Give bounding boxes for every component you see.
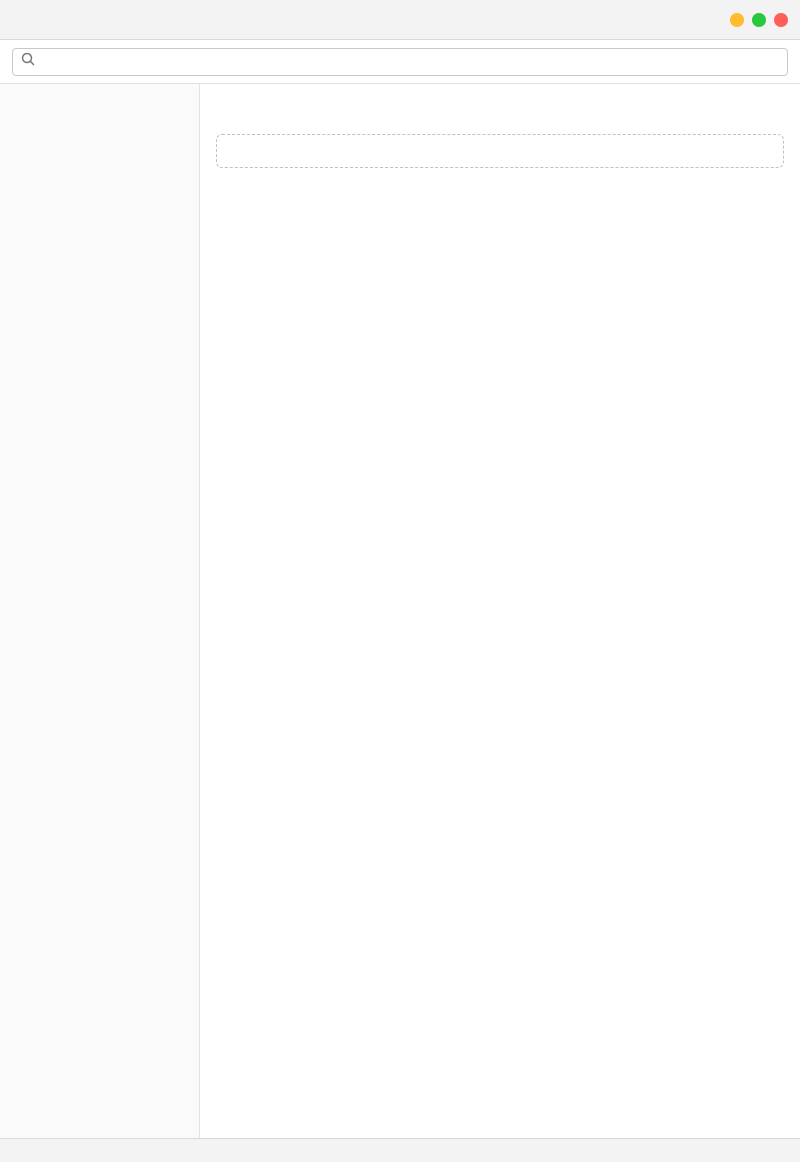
title-bar	[0, 0, 800, 40]
body-area	[0, 84, 800, 1138]
main-content	[200, 84, 800, 1138]
content-area	[216, 134, 784, 168]
close-icon[interactable]	[774, 13, 788, 27]
page-title	[216, 100, 784, 122]
search-input[interactable]	[41, 54, 779, 69]
status-bar	[0, 1138, 800, 1162]
sidebar	[0, 84, 200, 1138]
search-box[interactable]	[12, 48, 788, 76]
minimize-icon[interactable]	[730, 13, 744, 27]
search-icon	[21, 52, 35, 71]
window-controls	[730, 13, 788, 27]
maximize-icon[interactable]	[752, 13, 766, 27]
toolbar	[0, 40, 800, 84]
